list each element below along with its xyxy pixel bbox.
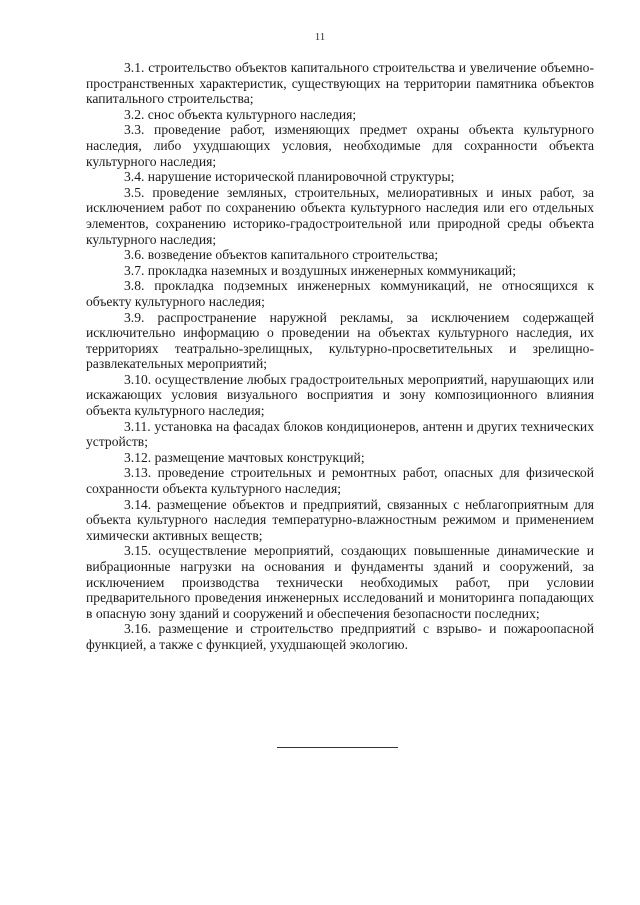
page-number: 11 <box>314 31 326 43</box>
list-item: 3.12. размещение мачтовых конструкций; <box>124 449 365 465</box>
restrictions-list <box>86 60 594 653</box>
list-item: 3.5. проведение земляных, строительных, мелиоративных и иных работ, за исключением работ по сохранению объекта культурного наследия или его отдельных элементов, сохранению историко-градостроительной или природной среды объекта культурного наследия; <box>86 184 594 247</box>
list-item: 3.13. проведение строительных и ремонтных работ, опасных для физической сохранности объекта культурного наследия; <box>86 465 594 497</box>
list-item: 3.8. прокладка подземных инженерных коммуникаций, не относящихся к объекту культурного наследия; <box>86 278 594 309</box>
list-item: 3.14. размещение объектов и предприятий, связанных с неблагоприятным для объекта культурного наследия температурно-влажностным режимом и применением химически активных веществ; <box>86 496 594 543</box>
list-item: 3.16. размещение и строительство предприятий с взрыво- и пожароопасной функцией, а также с функцией, ухудшающей экологию. <box>86 621 594 652</box>
list-item: 3.2. снос объекта культурного наследия; <box>124 106 357 122</box>
list-item: 3.11. установка на фасадах блоков кондиционеров, антенн и других технических устройств; <box>86 418 594 450</box>
list-item: 3.10. осуществление любых градостроительных мероприятий, нарушающих или искажающих условия визуального восприятия и зону композиционного влияния объекта культурного наследия; <box>86 371 594 419</box>
list-item: 3.1. строительство объектов капитального строительства и увеличение объемно-пространственных характеристик, существующих на территории памятника объектов капитального строительства; <box>86 60 594 107</box>
end-separator-line <box>277 747 398 748</box>
list-item: 3.7. прокладка наземных и воздушных инженерных коммуникаций; <box>124 262 516 278</box>
list-item: 3.9. распространение наружной рекламы, за исключением содержащей исключительно информацию о проведении на объектах культурного наследия, их территориях театрально-зрелищных, культурно-просветительных и зрелищно-развлекательных мероприятий; <box>86 309 594 372</box>
list-item: 3.6. возведение объектов капитального строительства; <box>124 247 439 263</box>
list-item: 3.15. осуществление мероприятий, создающих повышенные динамические и вибрационные нагрузки на основания и фундаменты зданий и сооружений, за исключением производства технически необходимых работ, при условии предварительного проведения инженерных исследований и мониторинга попадающих в опасную зону зданий и сооружений и обеспечения безопасности последних; <box>86 543 594 621</box>
list-item: 3.3. проведение работ, изменяющих предмет охраны объекта культурного наследия, либо ухудшающих условия, необходимые для сохранности объекта культурного наследия; <box>86 122 594 169</box>
list-item: 3.4. нарушение исторической планировочной структуры; <box>124 169 455 185</box>
